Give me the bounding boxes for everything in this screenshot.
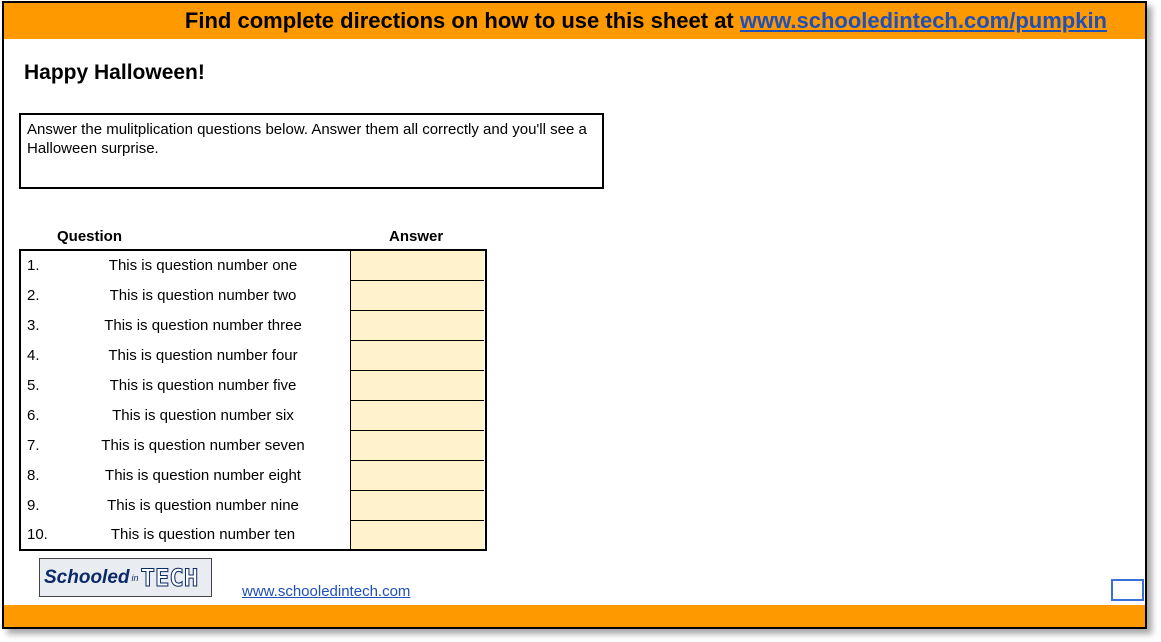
question-number: 1.	[27, 257, 40, 274]
question-number: 6.	[27, 407, 40, 424]
question-text: This is question number three	[104, 317, 302, 334]
table-row	[21, 461, 485, 491]
table-row	[21, 491, 485, 521]
question-number: 5.	[27, 377, 40, 394]
top-banner	[4, 3, 1145, 39]
question-number: 10.	[27, 526, 48, 543]
table-row	[21, 371, 485, 401]
schooled-in-tech-logo	[39, 558, 212, 597]
question-text: This is question number nine	[107, 497, 299, 514]
answer-cell[interactable]	[350, 281, 484, 311]
logo-word-schooled: Schooled	[44, 566, 130, 588]
selected-cell[interactable]	[1111, 579, 1144, 601]
question-text: This is question number five	[109, 377, 297, 394]
question-text: This is question number two	[109, 287, 297, 304]
banner-prefix: Find complete directions on how to use this sheet at	[184, 8, 740, 33]
table-row	[21, 521, 485, 549]
logo-word-tech: TECH	[140, 563, 199, 592]
answer-cell[interactable]	[350, 431, 484, 461]
answer-cell[interactable]	[350, 311, 484, 341]
instructions-text: Answer the mulitplication questions below. Answer them all correctly and you'll see a Halloween surprise.	[27, 121, 587, 157]
question-number: 3.	[27, 317, 40, 334]
instructions-box	[19, 113, 604, 189]
answer-cell[interactable]	[350, 491, 484, 521]
question-text: This is question number seven	[101, 437, 305, 454]
table-row	[21, 431, 485, 461]
question-text: This is question number ten	[110, 526, 296, 543]
table-row	[21, 401, 485, 431]
answer-cell[interactable]	[350, 521, 484, 549]
question-number: 8.	[27, 467, 40, 484]
question-number: 4.	[27, 347, 40, 364]
website-link[interactable]: www.schooledintech.com	[242, 583, 411, 600]
answer-cell[interactable]	[350, 341, 484, 371]
directions-link[interactable]: www.schooledintech.com/pumpkin	[739, 8, 1107, 33]
answer-header: Answer	[389, 228, 444, 245]
answer-cell[interactable]	[350, 371, 484, 401]
table-row	[21, 341, 485, 371]
table-row	[21, 281, 485, 311]
page-title: Happy Halloween!	[24, 61, 205, 84]
banner-text	[185, 8, 1107, 34]
question-text: This is question number one	[108, 257, 298, 274]
bottom-banner	[4, 605, 1145, 627]
question-number: 9.	[27, 497, 40, 514]
question-number: 7.	[27, 437, 40, 454]
table-row	[21, 251, 485, 281]
question-text: This is question number six	[112, 407, 294, 424]
answer-cell[interactable]	[350, 461, 484, 491]
question-text: This is question number four	[108, 347, 298, 364]
answer-cell[interactable]	[350, 401, 484, 431]
logo-word-in: in	[131, 572, 139, 583]
question-number: 2.	[27, 287, 40, 304]
question-table	[19, 249, 487, 551]
question-header: Question	[57, 228, 123, 245]
spreadsheet-sheet	[2, 1, 1147, 629]
answer-cell[interactable]	[350, 251, 484, 281]
table-row	[21, 311, 485, 341]
question-text: This is question number eight	[105, 467, 301, 484]
